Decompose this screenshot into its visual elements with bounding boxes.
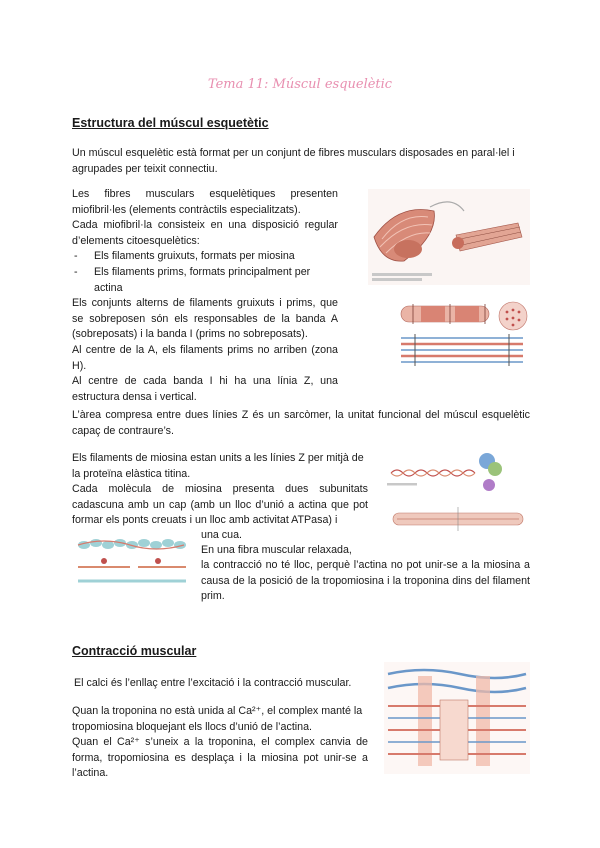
paragraph: Cada molècula de miosina presenta dues subunitats cadascuna amb un cap (amb un lloc d’unió a actina que pot formar els ponts creuats i un lloc amb activitat ATPasa) i xyxy=(72,483,368,527)
sarcomere-bands-figure xyxy=(395,292,530,372)
text-block-myofibrils xyxy=(72,187,338,405)
cross-section-illustration xyxy=(499,302,527,330)
muscle-structure-figure xyxy=(368,189,530,285)
paragraph: Quan el Ca²⁺ s’uneix a la troponina, el complex canvia de forma, tropomiosina es desplaça i la miosina pot unir-se a l’actina. xyxy=(72,736,368,780)
paragraph: una cua. xyxy=(201,529,243,541)
section-heading-contraction: Contracció muscular xyxy=(72,644,197,658)
text-block-myosin xyxy=(72,451,368,529)
paragraph: Els conjunts alterns de filaments gruixuts i prims, que se sobreposen són els responsables de la banda A (sobreposats) i la banda I (prims no sobreposats). xyxy=(72,297,338,341)
list-item: - Els filaments prims, formats principalment per actina xyxy=(72,265,338,296)
paragraph: la contracció no té lloc, perquè l’actina no pot unir-se a la miosina a causa de la posició de la tropomiosina i la troponina dins del filament prim. xyxy=(201,559,530,603)
myofibril-illustration xyxy=(401,304,489,324)
paragraph: Al centre de cada banda I hi ha una línia Z, una estructura densa i vertical. xyxy=(72,375,338,403)
excitation-contraction-figure xyxy=(384,662,530,774)
paragraph: Les fibres musculars esquelètiques presenten miofibril·les (elements contràctils especialitzats). xyxy=(72,188,338,216)
calcium-paragraph: El calci és l’enllaç entre l’excitació i la contracció muscular. xyxy=(74,677,352,689)
myosin-molecule-figure xyxy=(383,447,530,549)
paragraph: Quan la troponina no està unida al Ca²⁺, el complex manté la tropomiosina bloquejant els llocs d’unió de l’actina. xyxy=(72,705,363,733)
section-heading-structure: Estructura del múscul esquetètic xyxy=(72,116,269,130)
paragraph: Cada miofibril·la consisteix en una disposició regular d’elements citoesquelètics: xyxy=(72,219,338,247)
intro-paragraph: Un múscul esquelètic està format per un conjunt de fibres musculars disposades en paral·lel i agrupades per teixit connectiu. xyxy=(72,147,515,175)
page-title: Tema 11: Múscul esquelètic xyxy=(207,77,393,92)
sarcomere-paragraph: L’àrea compresa entre dues línies Z és un sarcòmer, la unitat funcional del múscul esquelètic capaç de contraure’s. xyxy=(72,409,530,437)
list-item: - Els filaments gruixuts, formats per miosina xyxy=(72,249,338,265)
thin-filament-figure xyxy=(74,533,190,589)
paragraph: En una fibra muscular relaxada, xyxy=(201,544,352,556)
text-block-troponin xyxy=(72,704,368,782)
paragraph: Al centre de la A, els filaments prims no arriben (zona H). xyxy=(72,343,338,372)
paragraph: Els filaments de miosina estan units a les línies Z per mitjà de la proteïna elàstica titina. xyxy=(72,452,364,480)
